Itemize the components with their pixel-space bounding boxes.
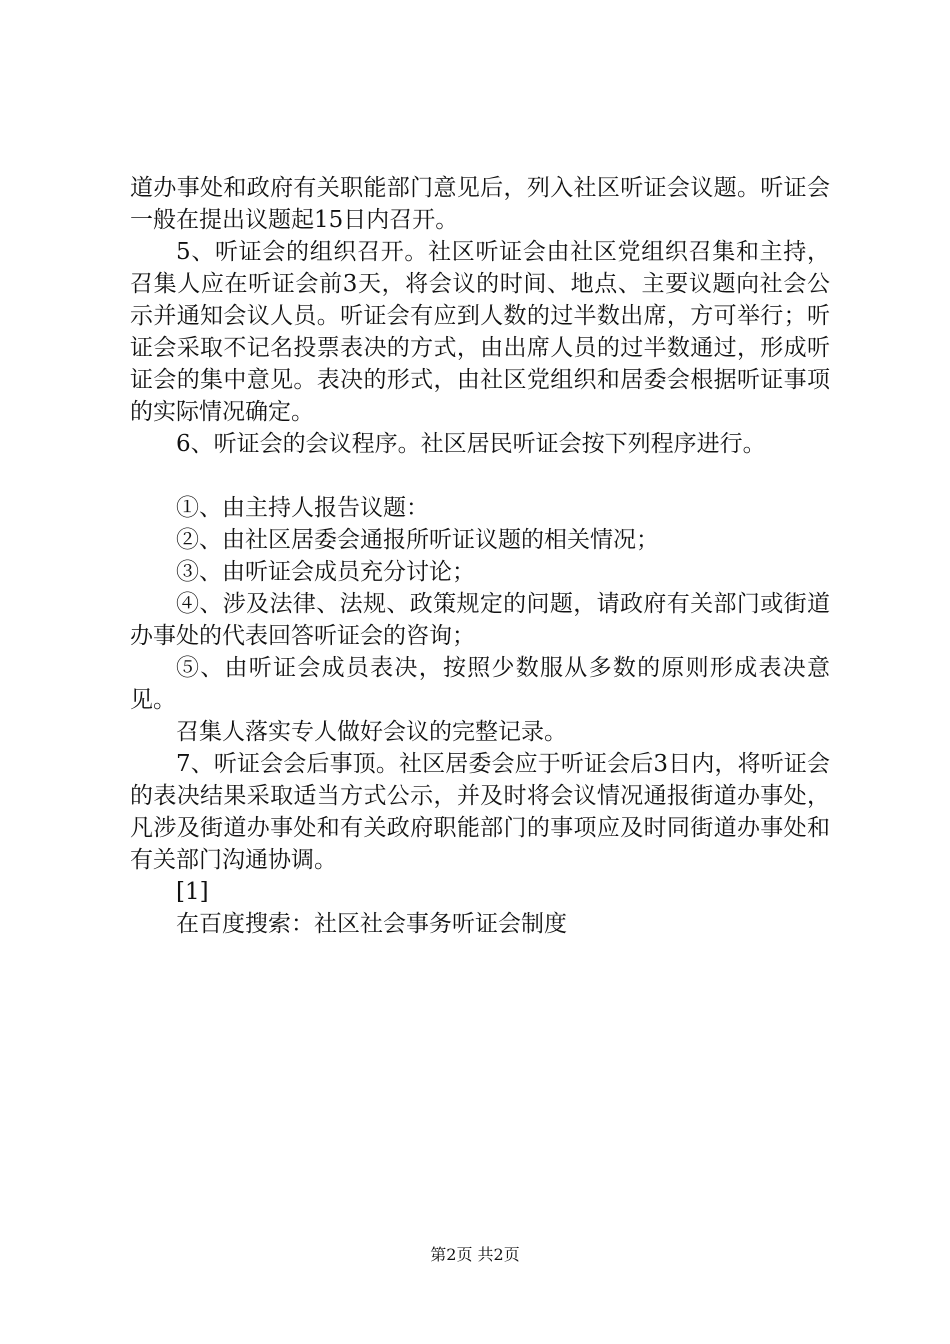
reference-marker: [1] [176,879,209,905]
paragraph-record-keeping: 召集人落实专人做好会议的完整记录。 [176,719,567,745]
page-number-footer: 第2页 共2页 [430,1245,520,1264]
paragraph-item-5: 5、听证会的组织召开。社区听证会由社区党组织召集和主持，召集人应在听证会前3天，将会议的时间、地点、主要议题向社会公示并通知会议人员。听证会有应到人数的过半数出席，方可举行；听证会采取不记名投票表决的方式，由出席人员的过半数通过，形成听证会的集中意见。表决的形式，由社区党组织和居委会根据听证事项的实际情况确定。 [130,239,830,425]
procedure-step-3: ③、由听证会成员充分讨论； [176,559,475,585]
paragraph-continuation: 道办事处和政府有关职能部门意见后，列入社区听证会议题。听证会一般在提出议题起15日内召开。 [130,175,830,233]
procedure-step-5: ⑤、由听证会成员表决，按照少数服从多数的原则形成表决意见。 [130,655,830,713]
paragraph-item-7: 7、听证会会后事顶。社区居委会应于听证会后3日内，将听证会的表决结果采取适当方式公示，并及时将会议情况通报街道办事处，凡涉及街道办事处和有关政府职能部门的事项应及时同街道办事处和有关部门沟通协调。 [130,751,830,873]
search-hint-line: 在百度搜索：社区社会事务听证会制度 [176,911,567,937]
procedure-step-4: ④、涉及法律、法规、政策规定的问题，请政府有关部门或街道办事处的代表回答听证会的咨询； [130,591,830,649]
paragraph-item-6: 6、听证会的会议程序。社区居民听证会按下列程序进行。 [176,431,766,457]
document-body [130,172,830,940]
procedure-step-2: ②、由社区居委会通报所听证议题的相关情况； [176,527,659,553]
procedure-step-1: ①、由主持人报告议题： [176,495,429,521]
